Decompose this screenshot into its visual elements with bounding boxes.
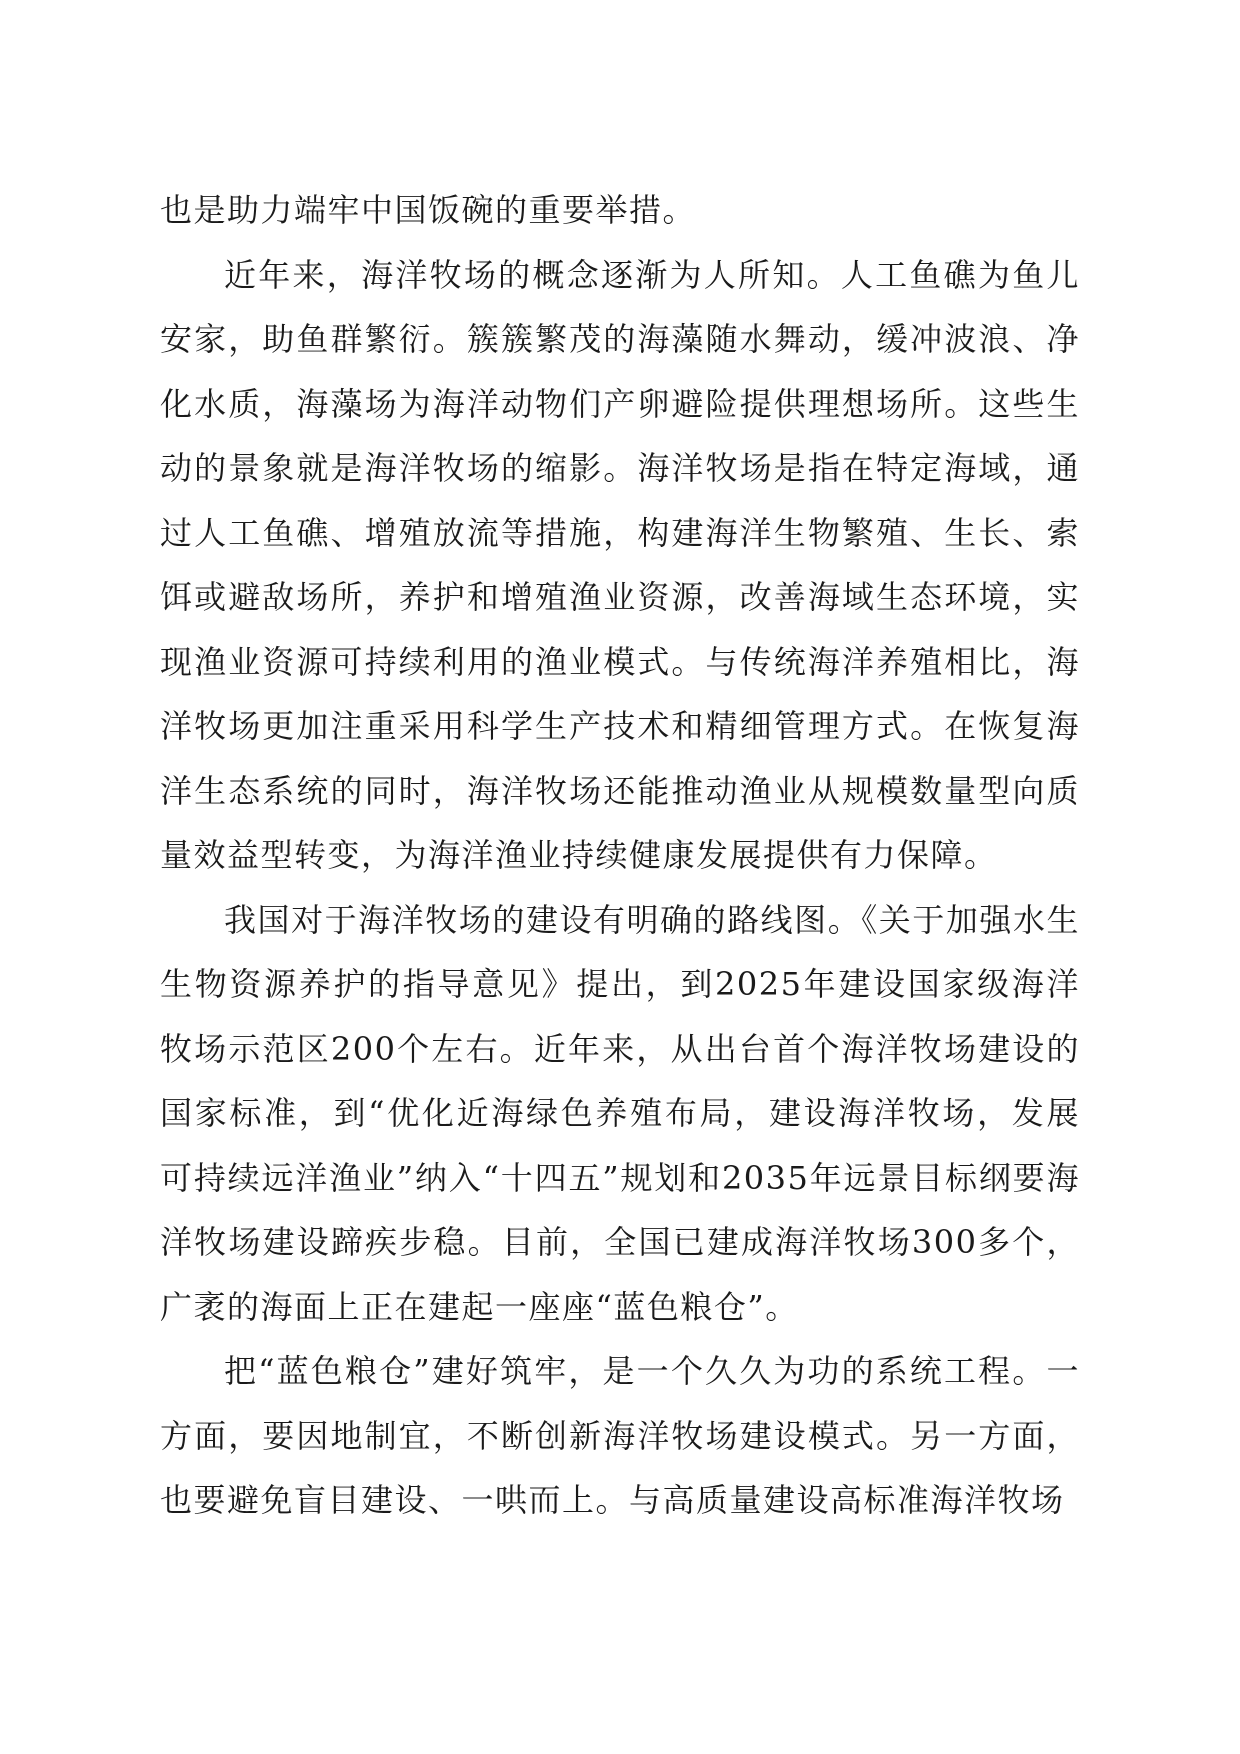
- paragraph-continuation: 也是助力端牢中国饭碗的重要举措。: [160, 191, 697, 229]
- document-body: [160, 178, 1080, 1533]
- paragraph-national-roadmap: 我国对于海洋牧场的建设有明确的路线图。《关于加强水生生物资源养护的指导意见》提出，到2025年建设国家级海洋牧场示范区200个左右。近年来，从出台首个海洋牧场建设的国家标准，到“优化近海绿色养殖布局，建设海洋牧场，发展可持续远洋渔业”纳入“十四五”规划和2035年远景目标纲要海洋牧场建设蹄疾步稳。目前，全国已建成海洋牧场300多个，广袤的海面上正在建起一座座“蓝色粮仓”。: [160, 900, 1080, 1326]
- paragraph-blue-granary: 把“蓝色粮仓”建好筑牢，是一个久久为功的系统工程。一方面，要因地制宜，不断创新海洋牧场建设模式。另一方面，也要避免盲目建设、一哄而上。与高质量建设高标准海洋牧场: [160, 1352, 1080, 1519]
- paragraph-marine-ranch-concept: 近年来，海洋牧场的概念逐渐为人所知。人工鱼礁为鱼儿安家，助鱼群繁衍。簇簇繁茂的海藻随水舞动，缓冲波浪、净化水质，海藻场为海洋动物们产卵避险提供理想场所。这些生动的景象就是海洋牧场的缩影。海洋牧场是指在特定海域，通过人工鱼礁、增殖放流等措施，构建海洋生物繁殖、生长、索饵或避敌场所，养护和增殖渔业资源，改善海域生态环境，实现渔业资源可持续利用的渔业模式。与传统海洋养殖相比，海洋牧场更加注重采用科学生产技术和精细管理方式。在恢复海洋生态系统的同时，海洋牧场还能推动渔业从规模数量型向质量效益型转变，为海洋渔业持续健康发展提供有力保障。: [160, 255, 1080, 874]
